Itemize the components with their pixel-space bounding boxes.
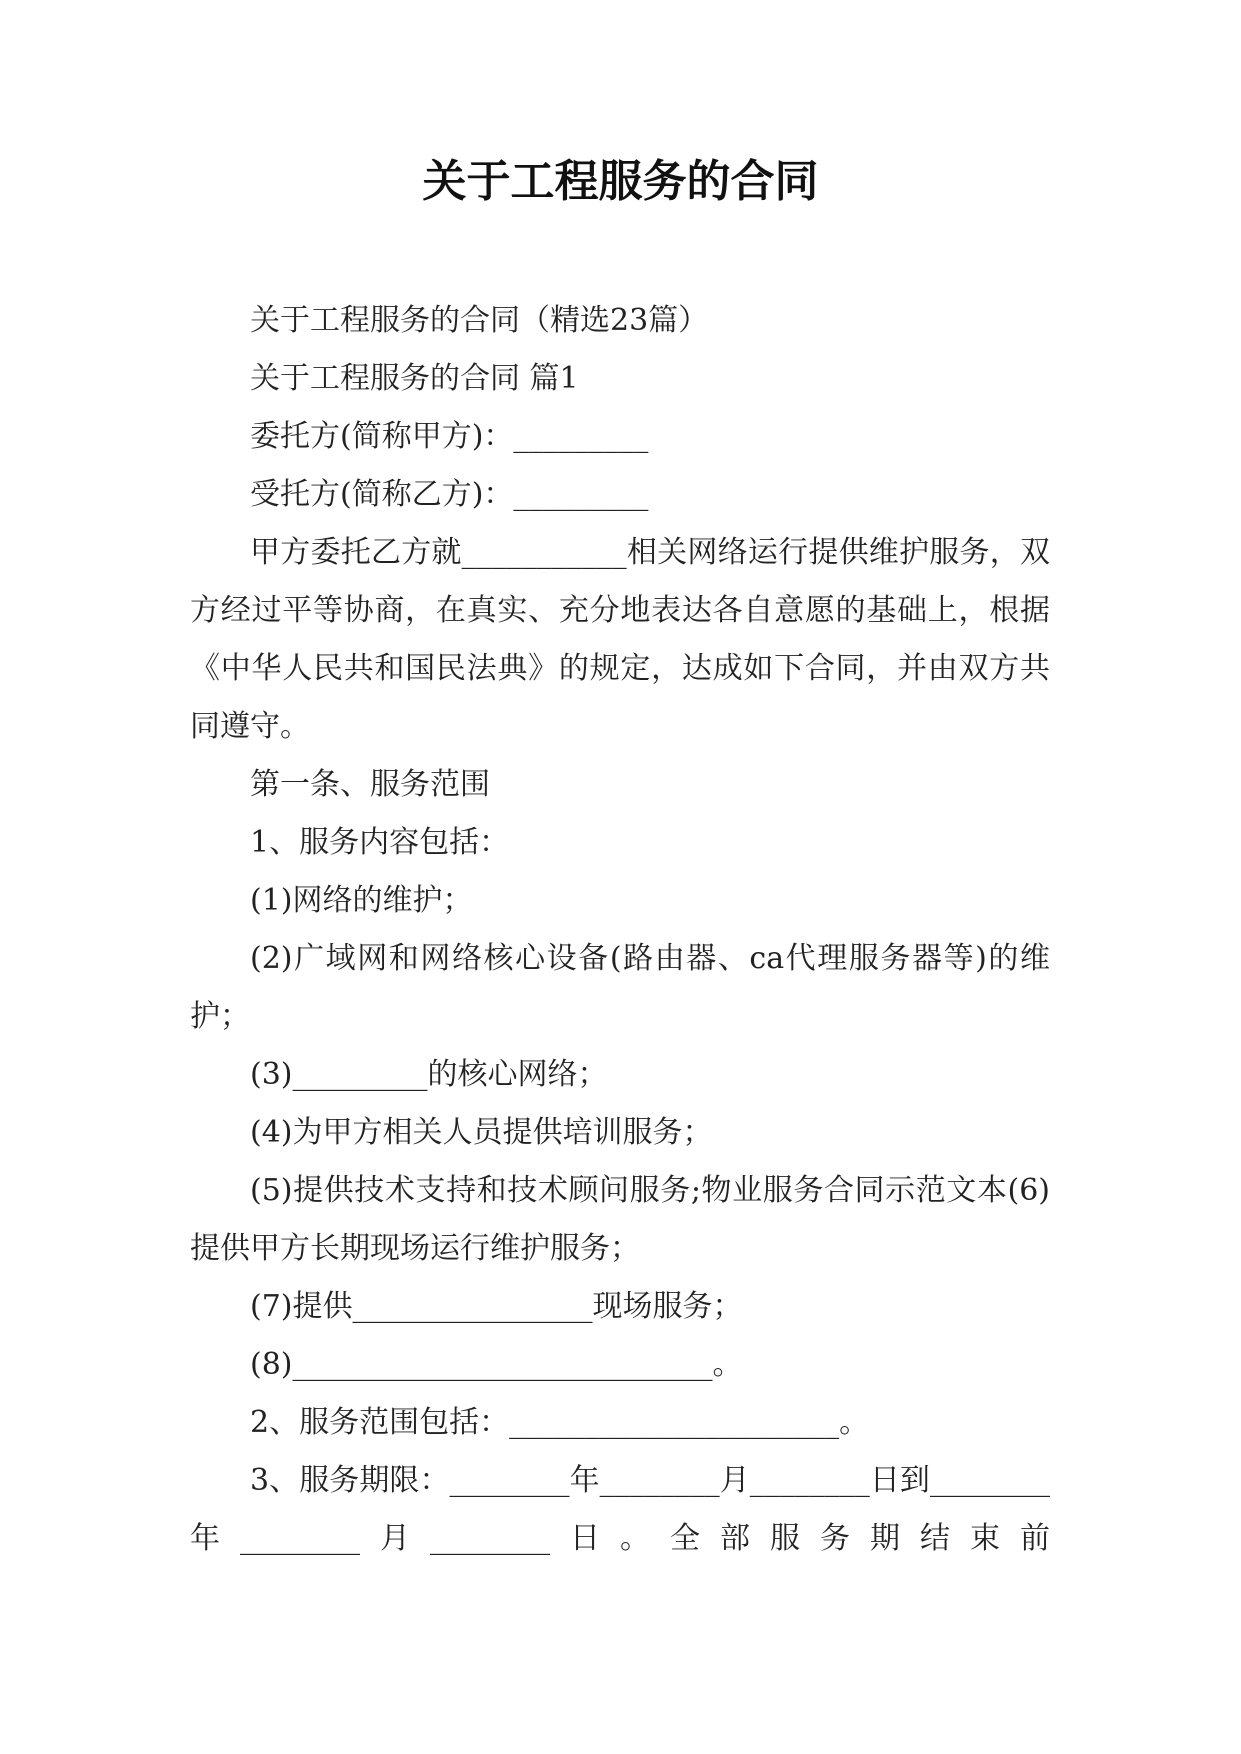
party-b-line: 受托方(简称乙方)：_________ bbox=[250, 477, 649, 512]
intro-paragraph: 甲方委托乙方就___________相关网络运行提供维护服务，双方经过平等协商，在真实、充分地表达各自意愿的基础上，根据《中华人民共和国民法典》的规定，达成如下合同，并由双方共同遵守。 bbox=[190, 535, 1050, 744]
service-item-3: (3)_________的核心网络； bbox=[250, 1057, 608, 1092]
service-item-5-6: (5)提供技术支持和技术顾问服务;物业服务合同示范文本(6)提供甲方长期现场运行维护服务； bbox=[190, 1173, 1050, 1266]
service-scope-line: 2、服务范围包括：______________________。 bbox=[250, 1405, 870, 1440]
document-body bbox=[190, 292, 1050, 1568]
party-a-line: 委托方(简称甲方)：_________ bbox=[250, 419, 649, 454]
service-item-4: (4)为甲方相关人员提供培训服务； bbox=[250, 1115, 713, 1150]
subtitle-paragraph: 关于工程服务的合同（精选23篇） bbox=[250, 303, 709, 338]
page-title: 关于工程服务的合同 bbox=[422, 156, 819, 207]
service-term-paragraph: 3、服务期限：________年________月________日到________年________月________日。全部服务期结束前 bbox=[190, 1463, 1050, 1556]
article-one-heading: 第一条、服务范围 bbox=[250, 767, 490, 802]
service-item-7: (7)提供________________现场服务； bbox=[250, 1289, 743, 1324]
service-item-1: (1)网络的维护； bbox=[250, 883, 473, 918]
section-heading: 关于工程服务的合同 篇1 bbox=[250, 361, 579, 396]
service-item-8: (8)____________________________。 bbox=[250, 1347, 743, 1382]
service-content-heading: 1、服务内容包括： bbox=[250, 825, 510, 860]
service-item-2: (2)广域网和网络核心设备(路由器、ca代理服务器等)的维护； bbox=[190, 941, 1050, 1034]
